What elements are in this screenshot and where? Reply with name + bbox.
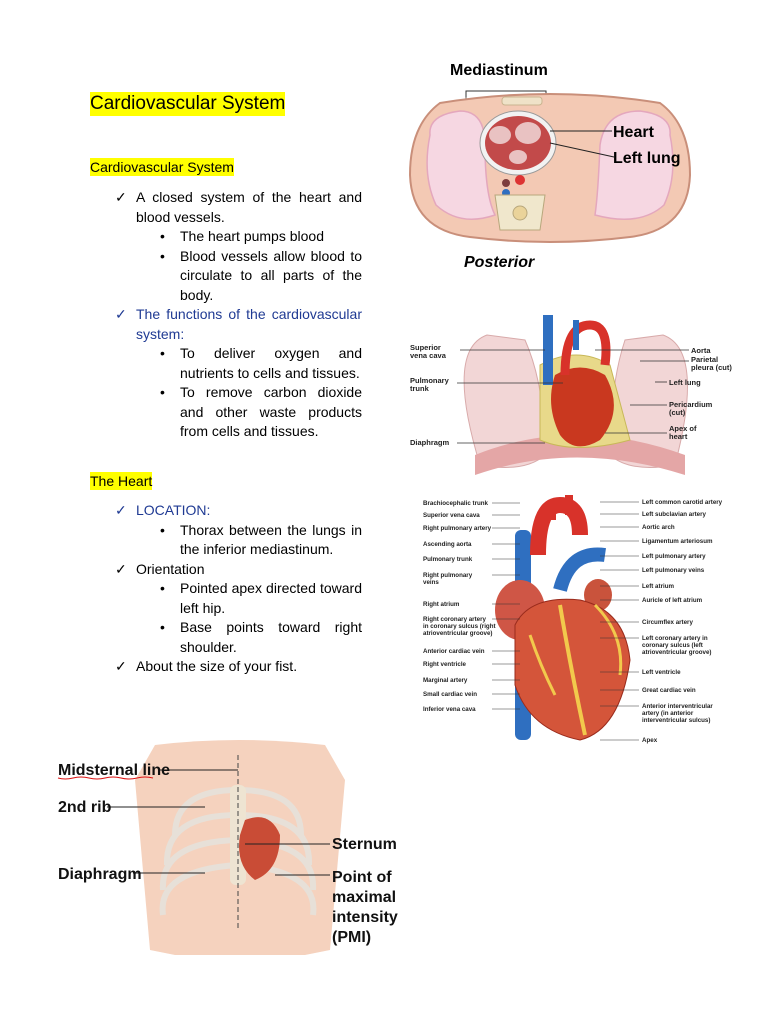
fig3-right-label: Left coronary artery in <box>642 635 708 642</box>
label-2nd-rib: 2nd rib <box>58 799 112 816</box>
bullet-item: • Blood vessels allow blood to circulate to all parts of the body. <box>112 247 362 306</box>
fig3-left-label: Small cardiac vein <box>423 691 477 698</box>
fig3-right-label: Anterior interventricular <box>642 703 713 710</box>
label-apex2: heart <box>669 432 688 441</box>
fig3-left-label: Marginal artery <box>423 677 468 684</box>
label-pp: Parietal <box>691 355 719 364</box>
label-svc: Superior <box>410 343 441 352</box>
label-mediastinum: Mediastinum <box>450 62 548 79</box>
label-pt2: trunk <box>410 384 429 393</box>
check-item: ✓ Orientation <box>112 560 362 580</box>
fig3-left-label: atrioventricular groove) <box>423 630 493 637</box>
fig3-left-label: Right pulmonary <box>423 572 473 579</box>
fig3-left-label: Pulmonary trunk <box>423 556 473 563</box>
fig3-left-label: Anterior cardiac vein <box>423 648 485 655</box>
fig3-right-label: artery (in anterior <box>642 710 694 717</box>
fig3-left-label: Inferior vena cava <box>423 706 476 713</box>
fig3-right-label: interventricular sulcus) <box>642 717 711 724</box>
label-pmi-2: maximal <box>332 889 397 906</box>
fig3-left-label: Superior vena cava <box>423 512 480 519</box>
label-pmi-3: intensity <box>332 909 398 926</box>
fig3-left-label: Right ventricle <box>423 661 466 668</box>
bullet-item: • To remove carbon dioxide and other waste products from cells and tissues. <box>112 383 362 442</box>
fig3-right-label: Auricle of left atrium <box>642 597 703 604</box>
label-pericardium2: (cut) <box>669 408 686 417</box>
fig3-left-label: Right pulmonary artery <box>423 525 492 532</box>
fig3-right-label: Great cardiac vein <box>642 687 696 694</box>
chest-landmarks-figure <box>55 740 400 1010</box>
fig3-right-label: Left pulmonary artery <box>642 553 706 560</box>
fig3-left-label: Right coronary artery <box>423 616 486 623</box>
section2-list <box>112 501 362 677</box>
fig3-left-label: Ascending aorta <box>423 541 472 548</box>
label-midsternal-line: Midsternal line <box>58 762 171 779</box>
check-item: ✓ A closed system of the heart and blood vessels. <box>112 188 362 227</box>
fig3-right-label: Circumflex artery <box>642 619 693 626</box>
label-aorta: Aorta <box>691 346 711 355</box>
label-pmi-4: (PMI) <box>332 929 372 946</box>
section-heading-heart: The Heart <box>90 473 153 489</box>
fig3-right-label: atrioventricular groove) <box>642 649 712 656</box>
bullet-item: • Pointed apex directed toward left hip. <box>112 579 362 618</box>
fig3-right-label: Left common carotid artery <box>642 499 723 506</box>
label-svc2: vena cava <box>410 351 446 360</box>
heart-in-thorax-figure <box>405 305 750 485</box>
label-diaphragm: Diaphragm <box>410 438 450 447</box>
fig3-right-label: Aortic arch <box>642 524 675 531</box>
section1-list <box>112 188 362 442</box>
label-heart: Heart <box>613 124 654 141</box>
bullet-item: • Thorax between the lungs in the inferior mediastinum. <box>112 521 362 560</box>
fig3-left-label: Brachiocephalic trunk <box>423 500 488 507</box>
label-posterior: Posterior <box>464 254 535 271</box>
check-item: ✓ The functions of the cardiovascular system: <box>112 305 362 344</box>
fig3-right-label: coronary sulcus (left <box>642 642 703 649</box>
fig3-right-label: Ligamentum arteriosum <box>642 538 713 545</box>
page-title: Cardiovascular System <box>90 93 286 114</box>
check-item: ✓ About the size of your fist. <box>112 657 362 677</box>
label-diaphragm: Diaphragm <box>58 866 142 883</box>
bullet-item: • The heart pumps blood <box>112 227 362 247</box>
label-sternum: Sternum <box>332 836 397 853</box>
fig3-left-label: in coronary sulcus (right <box>423 623 496 630</box>
label-pmi-1: Point of <box>332 869 392 886</box>
mediastinum-figure <box>400 55 700 290</box>
fig3-left-label: Right atrium <box>423 601 460 608</box>
section-heading-cardiovascular: Cardiovascular System <box>90 159 234 175</box>
fig3-right-label: Apex <box>642 737 658 744</box>
fig3-right-label: Left pulmonary veins <box>642 567 705 574</box>
fig3-right-label: Left atrium <box>642 583 674 590</box>
fig3-right-label: Left subclavian artery <box>642 511 706 518</box>
label-pt: Pulmonary <box>410 376 449 385</box>
fig3-right-label: Left ventricle <box>642 669 681 676</box>
bullet-item: • To deliver oxygen and nutrients to cells and tissues. <box>112 344 362 383</box>
bullet-item: • Base points toward right shoulder. <box>112 618 362 657</box>
fig3-left-label: veins <box>423 579 439 586</box>
label-left-lung: Left lung <box>669 378 701 387</box>
heart-anterior-figure <box>420 495 760 755</box>
label-pericardium: Pericardium <box>669 400 713 409</box>
label-left-lung: Left lung <box>613 150 681 167</box>
label-pp2: pleura (cut) <box>691 363 732 372</box>
label-apex: Apex of <box>669 424 697 433</box>
check-item: ✓ LOCATION: <box>112 501 362 521</box>
